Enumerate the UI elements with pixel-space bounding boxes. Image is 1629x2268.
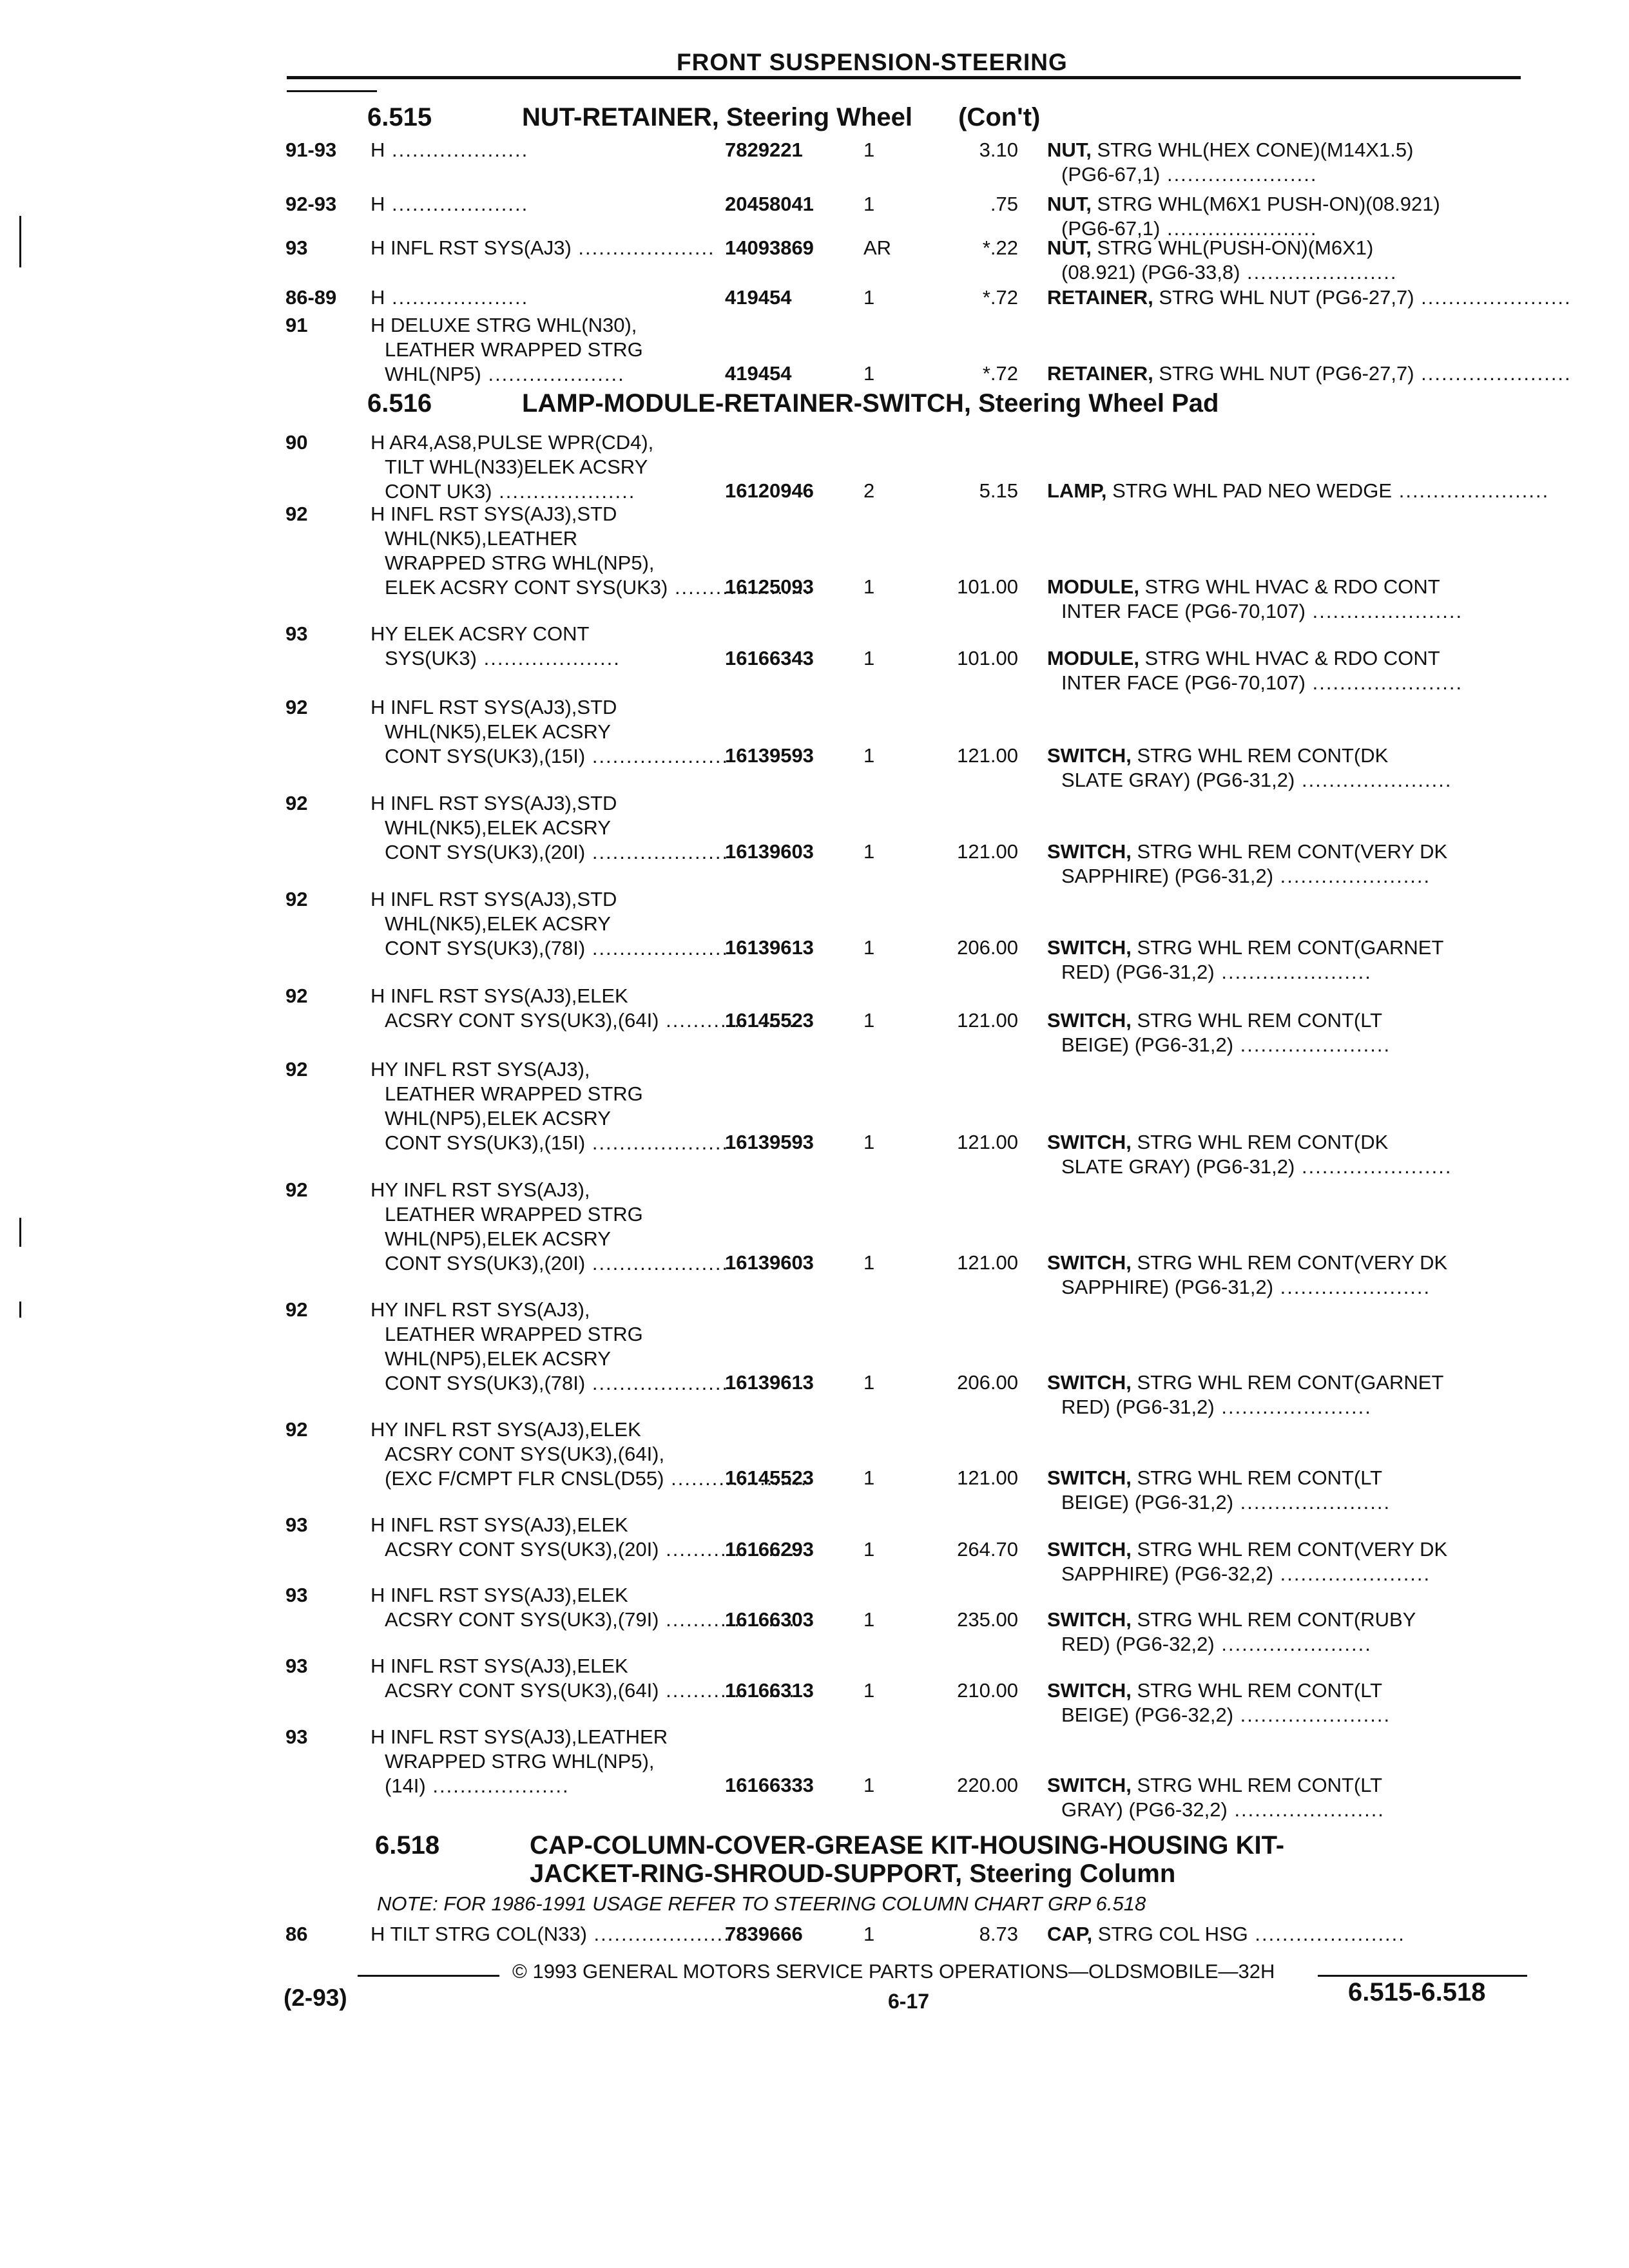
- price: *.72: [982, 362, 1018, 385]
- part-name-line: SWITCH, STRG WHL REM CONT(DK: [1047, 744, 1389, 767]
- usage-description: [371, 1922, 718, 1946]
- section-suffix: (Con't): [958, 103, 1041, 131]
- model-year: 92: [285, 792, 308, 814]
- usage-description-line: WHL(NP5) .....: [371, 362, 718, 387]
- part-number: 419454: [725, 362, 792, 385]
- usage-description-line: CONT SYS(UK3),(20I) .....: [371, 1251, 718, 1276]
- part-name-line: SWITCH, STRG WHL REM CONT(LT: [1047, 1466, 1383, 1489]
- section-title: NUT-RETAINER, Steering Wheel: [522, 103, 912, 131]
- part-name-line: RED) (PG6-31,2) .....: [1047, 1395, 1537, 1419]
- footer-page-number: 6-17: [888, 1990, 930, 2013]
- usage-description: [371, 695, 718, 769]
- model-year: 91-93: [285, 139, 337, 161]
- footer-rule-left: [358, 1975, 499, 1977]
- margin-mark: [19, 1218, 21, 1247]
- quantity: 1: [863, 744, 875, 767]
- quantity: 1: [863, 575, 875, 598]
- part-name-line: RED) (PG6-32,2) .....: [1047, 1632, 1537, 1657]
- quantity: 1: [863, 1251, 875, 1274]
- price: *.22: [982, 236, 1018, 259]
- part-name-line: RETAINER, STRG WHL NUT (PG6-27,7) .....: [1047, 361, 1537, 386]
- model-year: 93: [285, 1655, 308, 1677]
- price: 264.70: [957, 1537, 1018, 1561]
- usage-description: [371, 887, 718, 961]
- quantity: 1: [863, 936, 875, 959]
- price: 206.00: [957, 1370, 1018, 1394]
- quantity: 1: [863, 1008, 875, 1032]
- price: .75: [990, 193, 1018, 215]
- usage-description-line: WHL(NP5),ELEK ACSRY: [385, 1347, 611, 1370]
- model-year: 92-93: [285, 193, 337, 215]
- part-name: [1047, 236, 1537, 285]
- usage-description-line: ACSRY CONT SYS(UK3),(64I) .....: [371, 1678, 718, 1703]
- part-name-line: NUT, STRG WHL(HEX CONE)(M14X1.5): [1047, 139, 1414, 161]
- section-number: 6.516: [367, 389, 432, 418]
- part-name: [1047, 1370, 1537, 1419]
- usage-description-line: CONT SYS(UK3),(15I) .....: [371, 744, 718, 769]
- part-name: [1047, 479, 1537, 503]
- part-name: [1047, 1466, 1537, 1515]
- part-name-line: SAPPHIRE) (PG6-32,2) .....: [1047, 1562, 1537, 1586]
- header-rule: [287, 76, 1521, 79]
- quantity: 1: [863, 1608, 875, 1631]
- part-name-line: INTER FACE (PG6-70,107) .....: [1047, 671, 1537, 695]
- usage-description-line: WHL(NP5),ELEK ACSRY: [385, 1227, 611, 1250]
- usage-description-line: LEATHER WRAPPED STRG: [385, 1323, 643, 1345]
- quantity: 1: [863, 840, 875, 863]
- part-number: 16145523: [725, 1466, 814, 1489]
- usage-description-line: WHL(NK5),ELEK ACSRY: [385, 816, 611, 839]
- usage-description: [371, 313, 718, 387]
- model-year: 92: [285, 696, 308, 718]
- usage-description-line: CONT SYS(UK3),(15I) .....: [371, 1131, 718, 1155]
- usage-description-line: H DELUXE STRG WHL(N30),: [371, 314, 637, 336]
- quantity: 1: [863, 139, 875, 161]
- margin-mark: [19, 1302, 21, 1318]
- price: 121.00: [957, 1251, 1018, 1274]
- quantity: 2: [863, 479, 875, 502]
- part-name-line: SAPPHIRE) (PG6-31,2) .....: [1047, 864, 1537, 889]
- usage-description-line: HY INFL RST SYS(AJ3),: [371, 1298, 590, 1321]
- header-rule-left: [287, 90, 377, 92]
- part-name: [1047, 744, 1537, 793]
- usage-description-line: (14I) .....: [371, 1774, 718, 1798]
- part-name-line: SWITCH, STRG WHL REM CONT(LT: [1047, 1008, 1383, 1032]
- price: 121.00: [957, 840, 1018, 863]
- part-number: 14093869: [725, 236, 814, 259]
- part-number: 16166303: [725, 1608, 814, 1631]
- part-name-line: BEIGE) (PG6-31,2) .....: [1047, 1490, 1537, 1515]
- quantity: 1: [863, 1923, 875, 1945]
- usage-description-line: TILT WHL(N33)ELEK ACSRY: [385, 456, 648, 478]
- part-number: 16139613: [725, 936, 814, 959]
- section-number: 6.515: [367, 103, 432, 131]
- part-number: 16145523: [725, 1008, 814, 1032]
- usage-description: [371, 1418, 718, 1491]
- usage-description-line: ACSRY CONT SYS(UK3),(64I),: [385, 1443, 665, 1465]
- section-heading-6-518: [375, 1831, 1284, 1888]
- part-name-keyword: SWITCH,: [1047, 840, 1132, 863]
- usage-description-line: CONT SYS(UK3),(20I) .....: [371, 840, 718, 865]
- part-name: [1047, 1773, 1537, 1822]
- model-year: 92: [285, 1298, 308, 1321]
- part-name-keyword: NUT,: [1047, 236, 1092, 259]
- usage-description-line: H INFL RST SYS(AJ3),ELEK: [371, 1514, 628, 1536]
- usage-description-line: CONT SYS(UK3),(78I) .....: [371, 1371, 718, 1396]
- model-year: 92: [285, 888, 308, 910]
- part-number: 16166293: [725, 1537, 814, 1561]
- usage-description-line: H INFL RST SYS(AJ3),STD: [371, 503, 617, 525]
- section-title-line: JACKET-RING-SHROUD-SUPPORT, Steering Column: [530, 1860, 1176, 1888]
- price: 5.15: [979, 479, 1018, 502]
- section-title: [530, 1831, 1284, 1888]
- usage-description: [371, 1513, 718, 1562]
- part-name-line: SAPPHIRE) (PG6-31,2) .....: [1047, 1275, 1537, 1300]
- part-name-line: SWITCH, STRG WHL REM CONT(LT: [1047, 1774, 1383, 1796]
- part-name-line: INTER FACE (PG6-70,107) .....: [1047, 599, 1537, 624]
- quantity: 1: [863, 1537, 875, 1561]
- part-number: 16139593: [725, 744, 814, 767]
- part-name-line: MODULE, STRG WHL HVAC & RDO CONT: [1047, 575, 1440, 598]
- part-name-line: (08.921) (PG6-33,8) .....: [1047, 260, 1537, 285]
- usage-description-line: HY INFL RST SYS(AJ3),: [371, 1058, 590, 1081]
- part-name: [1047, 1537, 1537, 1586]
- part-number: 16120946: [725, 479, 814, 502]
- model-year: 92: [285, 1418, 308, 1441]
- part-name-line: SWITCH, STRG WHL REM CONT(RUBY: [1047, 1608, 1416, 1631]
- part-number: 16139613: [725, 1370, 814, 1394]
- footer-date: (2-93): [284, 1984, 347, 2011]
- part-name: [1047, 575, 1537, 624]
- part-name-line: NUT, STRG WHL(M6X1 PUSH-ON)(08.921): [1047, 193, 1440, 215]
- part-name-line: (PG6-67,1) .....: [1047, 216, 1537, 241]
- quantity: 1: [863, 1370, 875, 1394]
- part-name-keyword: SWITCH,: [1047, 1008, 1132, 1032]
- part-name-keyword: SWITCH,: [1047, 936, 1132, 959]
- part-name-keyword: SWITCH,: [1047, 1130, 1132, 1153]
- part-name-line: SWITCH, STRG WHL REM CONT(LT: [1047, 1678, 1383, 1702]
- usage-description-line: (EXC F/CMPT FLR CNSL(D55) .....: [371, 1466, 718, 1491]
- part-name-keyword: NUT,: [1047, 193, 1092, 215]
- price: 220.00: [957, 1774, 1018, 1796]
- price: 121.00: [957, 744, 1018, 767]
- usage-description: [371, 1298, 718, 1396]
- part-number: 16139593: [725, 1130, 814, 1153]
- quantity: 1: [863, 1466, 875, 1489]
- usage-description: [371, 1057, 718, 1155]
- quantity: 1: [863, 1678, 875, 1702]
- price: *.72: [982, 286, 1018, 309]
- usage-description-line: WRAPPED STRG WHL(NP5),: [385, 1750, 655, 1773]
- part-name: [1047, 1130, 1537, 1179]
- model-year: 93: [285, 622, 308, 645]
- usage-description-line: H INFL RST SYS(AJ3),ELEK: [371, 985, 628, 1007]
- part-name-line: CAP, STRG COL HSG .....: [1047, 1922, 1537, 1946]
- part-number: 16125093: [725, 575, 814, 598]
- part-number: 16166333: [725, 1774, 814, 1796]
- part-name: [1047, 285, 1537, 310]
- part-number: 16139603: [725, 840, 814, 863]
- part-name-line: GRAY) (PG6-32,2) .....: [1047, 1798, 1537, 1822]
- usage-description-line: LEATHER WRAPPED STRG: [385, 1082, 643, 1105]
- model-year: 92: [285, 1178, 308, 1201]
- usage-description-line: H INFL RST SYS(AJ3),STD: [371, 696, 617, 718]
- part-name-keyword: SWITCH,: [1047, 1537, 1132, 1561]
- usage-description-line: H INFL RST SYS(AJ3),ELEK: [371, 1655, 628, 1677]
- usage-description-line: CONT UK3) .....: [371, 479, 718, 504]
- usage-description-line: CONT SYS(UK3),(78I) .....: [371, 936, 718, 961]
- part-name-line: SLATE GRAY) (PG6-31,2) .....: [1047, 768, 1537, 793]
- footer-copyright: © 1993 GENERAL MOTORS SERVICE PARTS OPERATIONS—OLDSMOBILE—32H: [512, 1960, 1275, 1983]
- price: 121.00: [957, 1008, 1018, 1032]
- quantity: 1: [863, 286, 875, 309]
- quantity: 1: [863, 362, 875, 385]
- usage-description-line: HY ELEK ACSRY CONT: [371, 622, 590, 645]
- part-number: 16139603: [725, 1251, 814, 1274]
- price: 210.00: [957, 1678, 1018, 1702]
- part-number: 16166313: [725, 1678, 814, 1702]
- margin-mark: [19, 216, 21, 267]
- part-name: [1047, 138, 1537, 187]
- part-name: [1047, 1922, 1537, 1946]
- part-name-line: SWITCH, STRG WHL REM CONT(VERY DK: [1047, 1251, 1448, 1274]
- part-name-line: SWITCH, STRG WHL REM CONT(GARNET: [1047, 936, 1444, 959]
- usage-description: [371, 1583, 718, 1632]
- quantity: 1: [863, 646, 875, 669]
- model-year: 90: [285, 431, 308, 454]
- section-heading-6-516: [367, 389, 1219, 418]
- part-name-keyword: SWITCH,: [1047, 1466, 1132, 1489]
- model-year: 93: [285, 1725, 308, 1748]
- price: 3.10: [979, 139, 1018, 161]
- part-number: 7839666: [725, 1923, 803, 1945]
- model-year: 93: [285, 236, 308, 259]
- part-name-keyword: MODULE,: [1047, 646, 1139, 669]
- usage-description-line: HY INFL RST SYS(AJ3),: [371, 1178, 590, 1201]
- part-number: 20458041: [725, 193, 814, 215]
- part-name-keyword: RETAINER,: [1047, 286, 1153, 309]
- price: 101.00: [957, 646, 1018, 669]
- footer-section-range: 6.515-6.518: [1348, 1978, 1486, 2006]
- usage-description-line: SYS(UK3) .....: [371, 646, 718, 671]
- quantity: AR: [863, 236, 892, 259]
- part-name: [1047, 646, 1537, 695]
- quantity: 1: [863, 193, 875, 215]
- usage-description: [371, 285, 718, 310]
- part-name-keyword: RETAINER,: [1047, 362, 1153, 385]
- part-number: 7829221: [725, 139, 803, 161]
- usage-description-line: H INFL RST SYS(AJ3),ELEK: [371, 1584, 628, 1606]
- part-name-keyword: CAP,: [1047, 1923, 1093, 1945]
- part-name-line: MODULE, STRG WHL HVAC & RDO CONT: [1047, 646, 1440, 669]
- usage-description-line: H TILT STRG COL(N33) .....: [371, 1922, 718, 1946]
- usage-description: [371, 430, 718, 504]
- price: 101.00: [957, 575, 1018, 598]
- part-name-keyword: SWITCH,: [1047, 744, 1132, 767]
- part-name-line: RED) (PG6-31,2) .....: [1047, 960, 1537, 985]
- price: 8.73: [979, 1923, 1018, 1945]
- usage-description-line: H INFL RST SYS(AJ3),STD: [371, 888, 617, 910]
- footer-rule-right: [1318, 1975, 1527, 1977]
- usage-description: [371, 502, 718, 600]
- part-name: [1047, 936, 1537, 985]
- usage-description-line: H INFL RST SYS(AJ3),STD: [371, 792, 617, 814]
- price: 206.00: [957, 936, 1018, 959]
- page-header-title: FRONT SUSPENSION-STEERING: [677, 49, 1068, 75]
- usage-description-line: LEATHER WRAPPED STRG: [385, 338, 643, 361]
- part-name: [1047, 1608, 1537, 1657]
- usage-description: [371, 984, 718, 1033]
- usage-description-line: H .....: [371, 192, 718, 216]
- usage-description-line: ELEK ACSRY CONT SYS(UK3) .....: [371, 575, 718, 600]
- part-name-keyword: SWITCH,: [1047, 1774, 1132, 1796]
- usage-description-line: H AR4,AS8,PULSE WPR(CD4),: [371, 431, 654, 454]
- part-name-line: NUT, STRG WHL(PUSH-ON)(M6X1): [1047, 236, 1374, 259]
- quantity: 1: [863, 1130, 875, 1153]
- usage-description: [371, 791, 718, 865]
- part-name-line: SWITCH, STRG WHL REM CONT(VERY DK: [1047, 1537, 1448, 1561]
- model-year: 91: [285, 314, 308, 336]
- usage-description-line: ACSRY CONT SYS(UK3),(79I) .....: [371, 1608, 718, 1632]
- part-name-keyword: SWITCH,: [1047, 1251, 1132, 1274]
- usage-description-line: LEATHER WRAPPED STRG: [385, 1203, 643, 1225]
- part-name-line: SLATE GRAY) (PG6-31,2) .....: [1047, 1155, 1537, 1179]
- part-name: [1047, 1008, 1537, 1057]
- usage-description-line: WHL(NK5),LEATHER: [385, 527, 578, 550]
- part-name: [1047, 1678, 1537, 1727]
- usage-description-line: WHL(NP5),ELEK ACSRY: [385, 1107, 611, 1129]
- model-year: 92: [285, 503, 308, 525]
- part-name-line: BEIGE) (PG6-32,2) .....: [1047, 1703, 1537, 1727]
- part-name-line: SWITCH, STRG WHL REM CONT(GARNET: [1047, 1370, 1444, 1394]
- part-name-keyword: MODULE,: [1047, 575, 1139, 598]
- part-number: 16166343: [725, 646, 814, 669]
- part-name: [1047, 1251, 1537, 1300]
- part-name-line: BEIGE) (PG6-31,2) .....: [1047, 1033, 1537, 1057]
- part-name: [1047, 192, 1537, 241]
- usage-description-line: H INFL RST SYS(AJ3) .....: [371, 236, 718, 260]
- section-title-line: CAP-COLUMN-COVER-GREASE KIT-HOUSING-HOUSING KIT-: [530, 1831, 1285, 1860]
- usage-description-line: WRAPPED STRG WHL(NP5),: [385, 552, 655, 574]
- part-name-keyword: SWITCH,: [1047, 1608, 1132, 1631]
- usage-description-line: ACSRY CONT SYS(UK3),(20I) .....: [371, 1537, 718, 1562]
- usage-description: [371, 1654, 718, 1703]
- model-year: 92: [285, 985, 308, 1007]
- usage-description: [371, 236, 718, 260]
- usage-description-line: ACSRY CONT SYS(UK3),(64I) .....: [371, 1008, 718, 1033]
- price: 235.00: [957, 1608, 1018, 1631]
- usage-description: [371, 1178, 718, 1276]
- part-name-line: SWITCH, STRG WHL REM CONT(VERY DK: [1047, 840, 1448, 863]
- price: 121.00: [957, 1130, 1018, 1153]
- usage-description-line: H INFL RST SYS(AJ3),LEATHER: [371, 1725, 668, 1748]
- usage-description-line: H .....: [371, 138, 718, 162]
- part-name-line: RETAINER, STRG WHL NUT (PG6-27,7) .....: [1047, 285, 1537, 310]
- part-name: [1047, 840, 1537, 889]
- usage-description-line: HY INFL RST SYS(AJ3),ELEK: [371, 1418, 641, 1441]
- quantity: 1: [863, 1774, 875, 1796]
- part-name: [1047, 361, 1537, 386]
- part-name-keyword: SWITCH,: [1047, 1370, 1132, 1394]
- part-number: 419454: [725, 286, 792, 309]
- section-heading-6-515: [367, 103, 1040, 131]
- usage-description: [371, 622, 718, 671]
- section-number: 6.518: [375, 1831, 440, 1860]
- model-year: 86: [285, 1923, 308, 1945]
- section-note: NOTE: FOR 1986-1991 USAGE REFER TO STEERING COLUMN CHART GRP 6.518: [377, 1892, 1146, 1915]
- usage-description-line: WHL(NK5),ELEK ACSRY: [385, 720, 611, 743]
- price: 121.00: [957, 1466, 1018, 1489]
- part-name-keyword: SWITCH,: [1047, 1678, 1132, 1702]
- usage-description-line: H .....: [371, 285, 718, 310]
- usage-description: [371, 138, 718, 162]
- part-name-line: LAMP, STRG WHL PAD NEO WEDGE .....: [1047, 479, 1537, 503]
- part-name-keyword: NUT,: [1047, 139, 1092, 161]
- section-title: LAMP-MODULE-RETAINER-SWITCH, Steering Wheel Pad: [522, 389, 1219, 418]
- model-year: 93: [285, 1584, 308, 1606]
- usage-description-line: WHL(NK5),ELEK ACSRY: [385, 912, 611, 935]
- model-year: 86-89: [285, 286, 337, 309]
- part-name-line: SWITCH, STRG WHL REM CONT(DK: [1047, 1130, 1389, 1153]
- usage-description: [371, 192, 718, 216]
- part-name-keyword: LAMP,: [1047, 479, 1107, 502]
- part-name-line: (PG6-67,1) .....: [1047, 162, 1537, 187]
- model-year: 92: [285, 1058, 308, 1081]
- model-year: 93: [285, 1514, 308, 1536]
- usage-description: [371, 1725, 718, 1798]
